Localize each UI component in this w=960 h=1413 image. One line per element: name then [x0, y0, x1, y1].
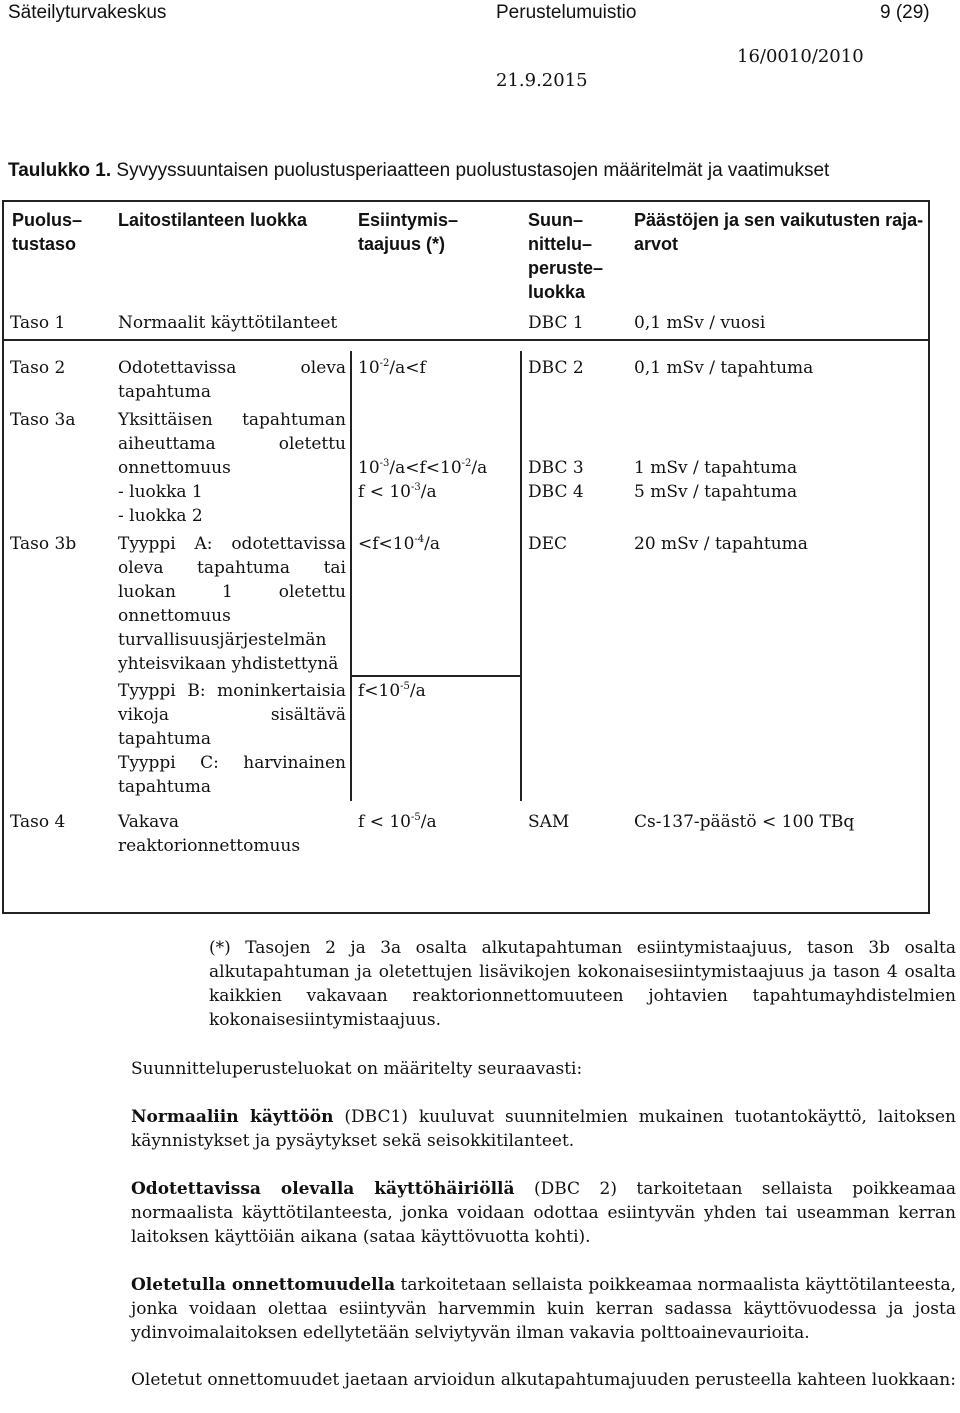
level-label: Taso 2: [10, 358, 66, 378]
event-subclass: - luokka 2: [118, 506, 203, 526]
dose-limit: 0,1 mSv / vuosi: [634, 313, 766, 333]
col-header-level: Puolus– tustaso: [12, 210, 83, 254]
intro-paragraph: Suunnitteluperusteluokat on määritelty seuraavasti:: [131, 1059, 583, 1079]
event-class: Yksittäisen tapahtuman aiheuttama oletettu onnettomuus: [118, 410, 346, 478]
dbc-class: DBC 4: [528, 482, 584, 502]
frequency: $<f<10^{-4}/a$: [358, 534, 441, 554]
dbc-class: SAM: [528, 812, 570, 832]
level-label: Taso 1: [10, 313, 66, 333]
col-header-frequency: Esiintymis– taajuus (*): [358, 210, 459, 254]
col-header-dbc: Suun– nittelu– peruste– luokka: [528, 210, 604, 302]
table-caption-label: Taulukko 1.: [8, 160, 112, 181]
event-class: Odotettavissa oleva tapahtuma: [118, 358, 346, 402]
paragraph-postulated-accident: Oletetulla onnettomuudella tarkoitetaan sellaista poikkeamaa normaalista käyttötilanteesta, jonka voidaan olettaa esiintyvän harvemmin kuin kerran sadassa käyttövuodessa ja josta ydinvoimalaitoksen edellytetään selviytyvän ilman vakavia polttoainevaurioita.: [131, 1275, 956, 1343]
frequency: $10^{-2}/a<f$: [358, 358, 426, 378]
dose-limit: 5 mSv / tapahtuma: [634, 482, 798, 502]
table-divider: [350, 351, 352, 801]
table-caption-text: Syvyyssuuntaisen puolustusperiaatteen puolustustasojen määritelmät ja vaatimukset: [116, 160, 830, 181]
header-doc-number: 16/0010/2010: [737, 46, 864, 67]
paragraph-normal-operation: Normaaliin käyttöön (DBC1) kuuluvat suunnitelmien mukainen tuotantokäyttö, laitoksen käynnistykset ja pysäytykset sekä seisokkitilanteet.: [131, 1107, 957, 1151]
table-caption: [8, 160, 829, 182]
dose-limit: 1 mSv / tapahtuma: [634, 458, 798, 478]
event-class: Vakava reaktorionnettomuus: [118, 812, 301, 856]
event-class: Tyyppi A: odotettavissa oleva tapahtuma tai luokan 1 oletettu onnettomuus turvallisuusjärjestelmän yhteisvikaan yhdistettynä: [118, 534, 346, 674]
event-class: Tyyppi B: moninkertaisia vikoja sisältävä tapahtuma: [118, 681, 346, 749]
frequency: $f < 10^{-3}/a$: [358, 482, 437, 502]
dose-limit: Cs-137-päästö < 100 TBq: [634, 812, 855, 832]
event-class: Tyyppi C: harvinainen tapahtuma: [118, 753, 346, 797]
paragraph-anticipated-occurrence: Odotettavissa olevalla käyttöhäiriöllä (DBC 2) tarkoitetaan sellaista poikkeamaa normaalista käyttötilanteesta, jonka voidaan odottaa esiintyvän yhden tai useamman kerran laitoksen käyttöiän aikana (sataa käyttövuotta kohti).: [131, 1179, 956, 1247]
dbc-class: DEC: [528, 534, 568, 554]
dose-limit: 0,1 mSv / tapahtuma: [634, 358, 814, 378]
header-date: 21.9.2015: [496, 70, 588, 91]
level-label: Taso 3b: [10, 534, 77, 554]
frequency: $10^{-3}/a<f<10^{-2}/a$: [358, 458, 488, 478]
dbc-class: DBC 2: [528, 358, 584, 378]
col-header-class: Laitostilanteen luokka: [118, 210, 308, 230]
frequency: $f < 10^{-5}/a$: [358, 812, 437, 832]
level-label: Taso 4: [10, 812, 66, 832]
col-header-limits: Päästöjen ja sen vaikutusten raja-arvot: [634, 210, 924, 254]
header-page-number: 9 (29): [880, 2, 930, 23]
table-divider: [520, 351, 522, 801]
table-divider: [2, 339, 928, 341]
event-subclass: - luokka 1: [118, 482, 203, 502]
table-footnote: (*) Tasojen 2 ja 3a osalta alkutapahtuman esiintymistaajuus, tason 3b osalta alkutapahtuman ja oletettujen lisävikojen kokonaisesiintymistaajuus ja tason 4 osalta kaikkien vakavaan reaktorionnettomuuteen johtavien tapahtumayhdistelmien kokonaisesiintymistaajuus.: [209, 938, 956, 1030]
header-org: Säteilyturvakeskus: [8, 2, 167, 23]
event-class: Normaalit käyttötilanteet: [118, 313, 338, 333]
frequency: $f<10^{-5}/a$: [358, 681, 426, 701]
dbc-class: DBC 3: [528, 458, 584, 478]
level-label: Taso 3a: [10, 410, 76, 430]
paragraph-accident-classes: Oletetut onnettomuudet jaetaan arvioidun alkutapahtumajuuden perusteella kahteen luokkaan:: [131, 1370, 956, 1390]
dose-limit: 20 mSv / tapahtuma: [634, 534, 808, 554]
table-divider: [352, 675, 522, 677]
header-doc-type: Perustelumuistio: [496, 2, 637, 23]
dbc-class: DBC 1: [528, 313, 584, 333]
